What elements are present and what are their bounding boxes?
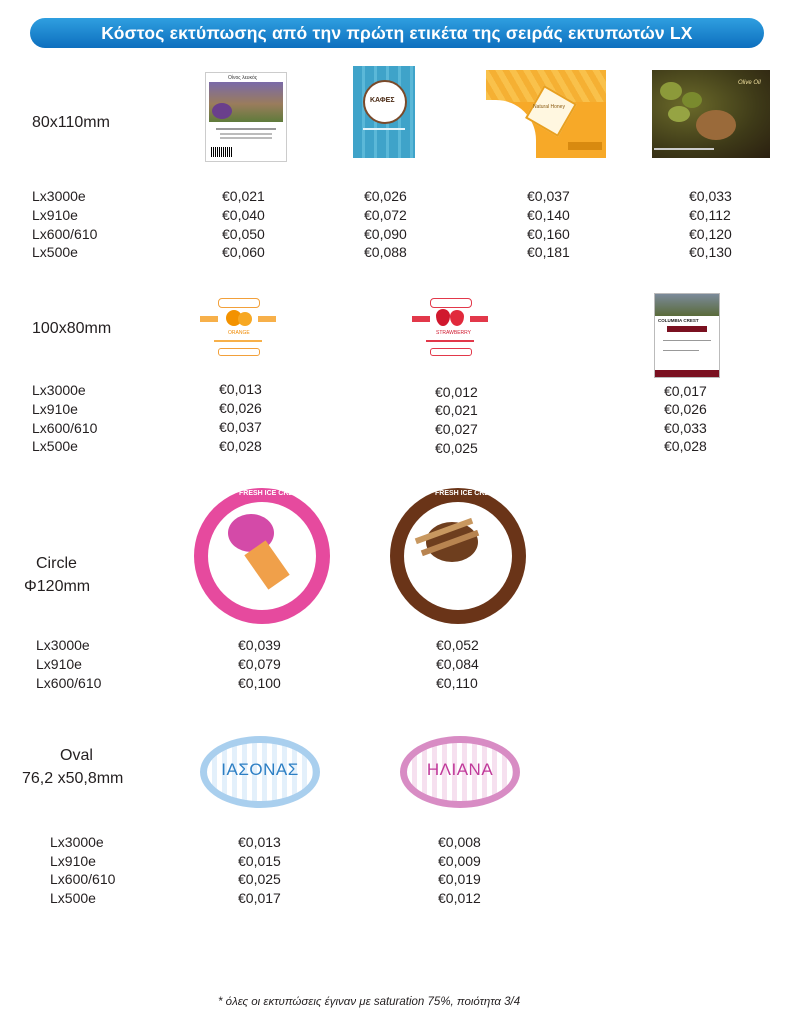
price: €0,021 [222,188,265,204]
price: €0,181 [527,244,570,260]
printer-lx3000e: Lx3000e [36,637,90,653]
label-columbia-crest-text: COLUMBIA CREST [658,318,699,323]
price: €0,012 [438,890,481,906]
page-title: Κόστος εκτύπωσης από την πρώτη ετικέτα της σειράς εκτυπωτών LX [30,18,764,48]
label-icecream-brown-text: FRESH ICE CREAM [435,490,500,497]
label-wine-text: Οίνος λευκός [228,75,258,81]
price: €0,090 [364,226,407,242]
printer-lx910e: Lx910e [36,656,82,672]
price: €0,017 [664,383,707,399]
size-label-100x80: 100x80mm [32,320,112,337]
printer-lx600-610: Lx600/610 [32,226,98,242]
price: €0,084 [436,656,479,672]
printer-lx910e: Lx910e [50,853,96,869]
price: €0,026 [664,401,707,417]
price: €0,120 [689,226,732,242]
price: €0,012 [435,384,478,400]
price: €0,033 [664,420,707,436]
label-olive-text: Olive Oil [738,80,761,86]
label-kafes-text: ΚΑΦΕΣ [370,97,395,104]
price: €0,100 [238,675,281,691]
size-label-circle: Circle [36,555,77,572]
printer-lx600-610: Lx600/610 [36,675,102,691]
printer-lx910e: Lx910e [32,207,78,223]
printer-lx910e: Lx910e [32,401,78,417]
price: €0,017 [238,890,281,906]
price: €0,026 [219,400,262,416]
size-label-oval-dimensions: 76,2 x50,8mm [22,770,124,787]
label-honey-text: Natural Honey [533,104,565,110]
printer-lx3000e: Lx3000e [32,382,86,398]
label-icecream-brown-image [390,488,526,624]
label-orange-image [196,296,281,362]
price: €0,013 [238,834,281,850]
label-columbia-crest-image [654,293,720,378]
price: €0,028 [219,438,262,454]
label-iasonas-image [200,736,320,808]
price: €0,112 [689,207,731,223]
printer-lx600-610: Lx600/610 [50,871,116,887]
price: €0,025 [238,871,281,887]
price: €0,040 [222,207,265,223]
price: €0,037 [219,419,262,435]
label-honey-image [486,70,606,158]
label-wine-image [205,72,287,162]
size-label-oval: Oval [60,747,93,764]
price: €0,019 [438,871,481,887]
price: €0,033 [689,188,732,204]
printer-lx3000e: Lx3000e [32,188,86,204]
price: €0,079 [238,656,281,672]
size-label-circle-diameter: Φ120mm [24,578,91,595]
price: €0,039 [238,637,281,653]
price: €0,021 [435,402,478,418]
label-iasonas-text: ΙΑΣΟΝΑΣ [221,760,299,779]
label-olive-image [652,70,770,158]
label-strawberry-image [408,296,492,362]
price: €0,015 [238,853,281,869]
price: €0,110 [436,675,478,691]
price: €0,050 [222,226,265,242]
price: €0,160 [527,226,570,242]
price: €0,060 [222,244,265,260]
footnote: * όλες οι εκτυπώσεις έγιναν με saturation 75%, ποιότητα 3/4 [218,996,521,1008]
label-strawberry-text: STRAWBERRY [436,330,472,336]
price: €0,009 [438,853,481,869]
label-orange-text: ORANGE [228,330,250,336]
price: €0,130 [689,244,732,260]
label-iliana-image [400,736,520,808]
price: €0,140 [527,207,570,223]
price: €0,026 [364,188,407,204]
label-iliana-text: ΗΛΙΑΝΑ [426,760,494,779]
printer-lx500e: Lx500e [32,244,78,260]
price: €0,025 [435,440,478,456]
price: €0,052 [436,637,479,653]
printer-lx600-610: Lx600/610 [32,420,98,436]
price: €0,008 [438,834,481,850]
price: €0,088 [364,244,407,260]
label-icecream-pink-image [194,488,330,624]
price: €0,027 [435,421,478,437]
price: €0,072 [364,207,407,223]
price: €0,037 [527,188,570,204]
label-icecream-pink-text: FRESH ICE CREAM [239,490,304,497]
price: €0,013 [219,381,262,397]
size-label-80x110: 80x110mm [32,114,110,131]
label-kafes-image [353,66,415,158]
printer-lx500e: Lx500e [32,438,78,454]
printer-lx500e: Lx500e [50,890,96,906]
price: €0,028 [664,438,707,454]
printer-lx3000e: Lx3000e [50,834,104,850]
